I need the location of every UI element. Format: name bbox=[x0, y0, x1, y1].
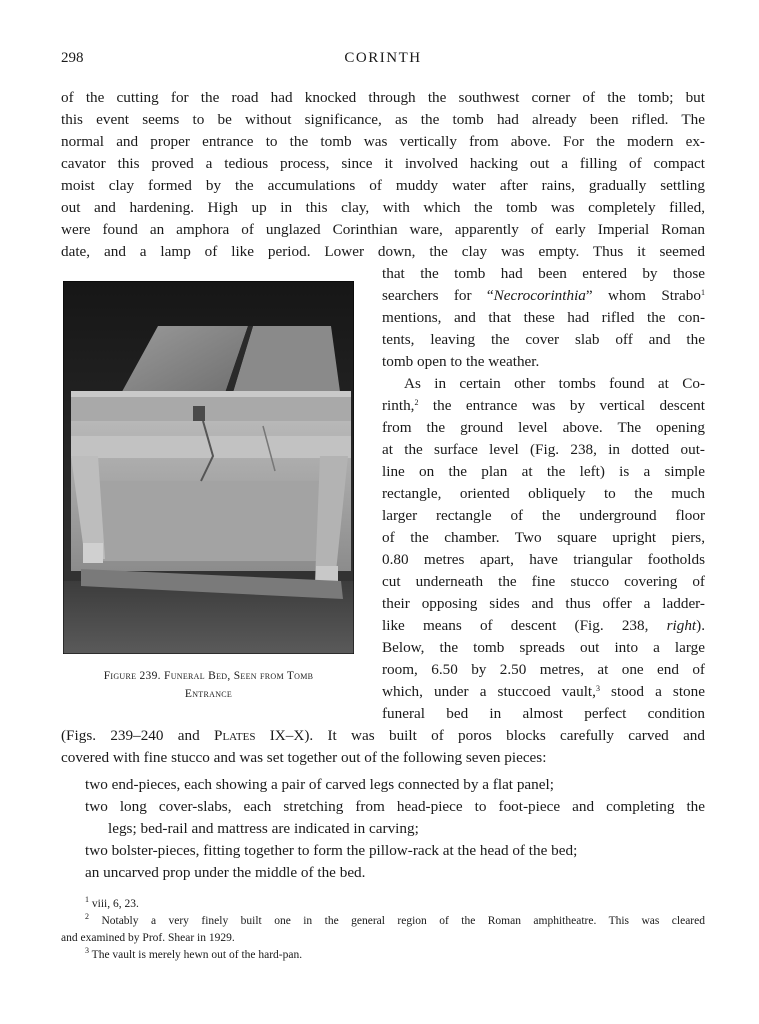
column-line: room, 6.50 by 2.50 metres, at one end of bbox=[382, 661, 705, 678]
column-line: searchers for “Necrocorinthia” whom Strabo$^1$ bbox=[382, 287, 705, 304]
footnote: $^1$ viii, 6, 23. bbox=[85, 896, 139, 910]
column-line: rinth,$^2$ the entrance was by vertical descent bbox=[382, 397, 705, 414]
column-line: 0.80 metres apart, have triangular footholds bbox=[382, 551, 705, 568]
body-line: out and hardening. High up in this clay, with which the tomb was completely filled, bbox=[61, 199, 705, 216]
column-line: tomb open to the weather. bbox=[382, 353, 540, 370]
column-line: like means of descent (Fig. 238, right). bbox=[382, 617, 705, 634]
column-line: which, under a stuccoed vault,$^3$ stood a stone bbox=[382, 683, 705, 700]
footnote-ref: 3 bbox=[595, 684, 600, 693]
column-line: of the chamber. Two square upright piers, bbox=[382, 529, 705, 546]
caption-line: Entrance bbox=[184, 688, 233, 700]
body-line: normal and proper entrance to the tomb was vertically from above. For the modern ex- bbox=[61, 133, 705, 150]
figure-caption bbox=[63, 667, 354, 703]
italic-term: Necrocorinthia bbox=[493, 287, 586, 304]
column-line: mentions, and that these had rifled the con- bbox=[382, 309, 705, 326]
page-number: 298 bbox=[61, 50, 84, 66]
list-item: an uncarved prop under the middle of the bed. bbox=[85, 864, 366, 881]
page-header bbox=[61, 50, 705, 72]
body-line: (Figs. 239–240 and Plates IX–X). It was built of poros blocks carefully carved and bbox=[61, 727, 705, 744]
column-line: As in certain other tombs found at Co- bbox=[404, 375, 705, 392]
footnote-ref: 1 bbox=[700, 288, 705, 297]
column-line: larger rectangle of the underground floor bbox=[382, 507, 705, 524]
body-line: cavator this proved a tedious process, since it involved hacking out a filling of compact bbox=[61, 155, 705, 172]
list-item: two end-pieces, each showing a pair of carved legs connected by a flat panel; bbox=[85, 776, 554, 793]
column-line: funeral bed in almost perfect condition bbox=[382, 705, 705, 722]
footnote-continuation: and examined by Prof. Shear in 1929. bbox=[61, 932, 235, 944]
body-line: of the cutting for the road had knocked through the southwest corner of the tomb; but bbox=[61, 89, 705, 106]
funeral-bed-photo bbox=[63, 281, 354, 654]
caption-line: Figure 239. Funeral Bed, Seen from Tomb bbox=[103, 670, 314, 682]
column-line: from the ground level above. The opening bbox=[382, 419, 705, 436]
column-line: at the surface level (Fig. 238, in dotted out- bbox=[382, 441, 705, 458]
column-line: cut underneath the fine stucco covering of bbox=[382, 573, 705, 590]
footnote: $^2$ Notably a very finely built one in the general region of the Roman amphitheatre. This was cleared bbox=[85, 913, 705, 927]
column-line: that the tomb had been entered by those bbox=[382, 265, 705, 282]
body-line: this event seems to be without significance, as the tomb had already been rifled. The bbox=[61, 111, 705, 128]
body-line: moist clay formed by the accumulations of muddy water after rains, gradually settling bbox=[61, 177, 705, 194]
footnote-ref: 2 bbox=[414, 398, 419, 407]
column-line: line on the plan at the left) is a simple bbox=[382, 463, 705, 480]
running-title: CORINTH bbox=[344, 50, 422, 66]
column-line: rectangle, oriented obliquely to the much bbox=[382, 485, 705, 502]
list-item: two long cover-slabs, each stretching from head-piece to foot-piece and completing the bbox=[85, 798, 705, 815]
list-item: two bolster-pieces, fitting together to form the pillow-rack at the head of the bed; bbox=[85, 842, 578, 859]
body-line: covered with fine stucco and was set together out of the following seven pieces: bbox=[61, 749, 547, 766]
list-item-continuation: legs; bed-rail and mattress are indicated in carving; bbox=[108, 820, 419, 837]
column-line: tents, leaving the cover slab off and the bbox=[382, 331, 705, 348]
column-line: Below, the tomb spreads out into a large bbox=[382, 639, 705, 656]
italic-term: right bbox=[666, 617, 697, 634]
body-line: were found an amphora of unglazed Corinthian ware, apparently of early Imperial Roman bbox=[61, 221, 705, 238]
footnote: $^3$ The vault is merely hewn out of the hard-pan. bbox=[85, 947, 303, 961]
body-line: date, and a lamp of like period. Lower down, the clay was empty. Thus it seemed bbox=[61, 243, 705, 260]
column-line: their opposing sides and thus offer a ladder- bbox=[382, 595, 705, 612]
